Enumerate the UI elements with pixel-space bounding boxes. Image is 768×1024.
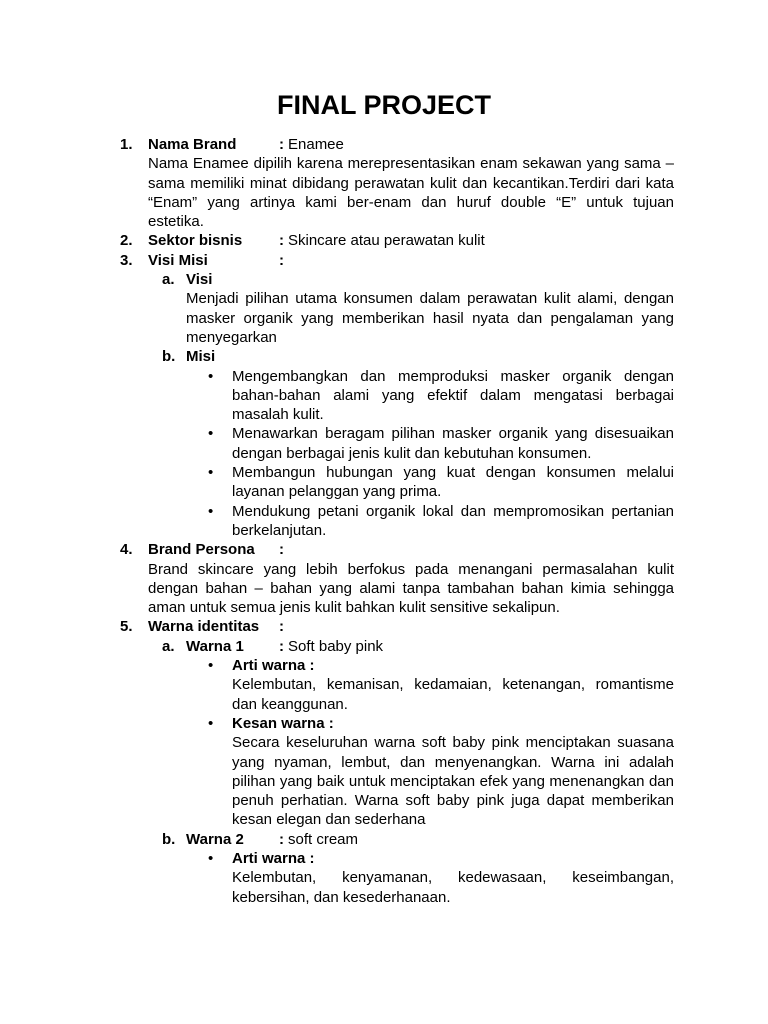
- list-item-5: [0, 617, 768, 636]
- list-item-4: [0, 540, 768, 559]
- misi-bullet-text: Mendukung petani organik lokal dan mempromosikan pertanian berkelanjutan.: [232, 502, 674, 539]
- bullet-text: Kelembutan, kemanisan, kedamaian, ketenangan, romantisme dan keanggunan.: [232, 676, 674, 713]
- sub-item-label: Visi: [186, 271, 213, 289]
- bullet-text: Kelembutan, kenyamanan, kedewasaan, keseimbangan, kebersihan, dan kesederhanaan.: [232, 869, 674, 906]
- item-colon: :: [279, 251, 284, 269]
- bullet-icon: •: [208, 714, 214, 732]
- bullet-icon: •: [208, 657, 214, 675]
- bullet-text: Secara keseluruhan warna soft baby pink menciptakan suasana yang nyaman, lembut, dan menyenangkan. Warna ini adalah pilihan yang baik untuk menciptakan efek yang menenangkan dan penuh perhatian. Warna soft baby pink juga dapat memberikan kesan elegan dan sederhana: [232, 734, 674, 829]
- sub-item-label: Warna 2: [186, 830, 244, 848]
- list-item-2: [0, 231, 768, 250]
- item-label: Visi Misi: [148, 251, 208, 269]
- sub-item-label: Warna 1: [186, 637, 244, 655]
- item-number: 2.: [120, 232, 133, 250]
- item-label: Warna identitas: [148, 618, 260, 636]
- sub-item-letter: b.: [162, 830, 176, 848]
- bullet-icon: •: [208, 367, 214, 385]
- misi-bullet-2: [0, 424, 768, 463]
- warna-2-arti: [0, 849, 768, 907]
- bullet-icon: •: [208, 425, 214, 443]
- sub-item-letter: b.: [162, 348, 176, 366]
- item-label: Nama Brand: [148, 136, 237, 153]
- sub-item-visi: [0, 270, 768, 289]
- misi-bullet-1: [0, 367, 768, 425]
- item-number: 1.: [120, 136, 133, 153]
- item-value: Enamee: [288, 136, 344, 153]
- sub-item-colon: :: [279, 830, 284, 848]
- bullet-icon: •: [208, 464, 214, 482]
- item-label: Sektor bisnis: [148, 232, 243, 250]
- item-colon: :: [279, 618, 284, 636]
- misi-bullet-4: [0, 502, 768, 541]
- item-colon: :: [279, 136, 284, 153]
- brand-persona-text: Brand skincare yang lebih berfokus pada menangani permasalahan kulit dengan bahan – bahan yang alami tanpa tambahan bahan kimia sehingga aman untuk semua jenis kulit bahkan kulit sensitive sekalipun.: [148, 560, 674, 617]
- page-title: FINAL PROJECT: [276, 90, 492, 120]
- sub-item-warna-2: [0, 830, 768, 849]
- visi-text: Menjadi pilihan utama konsumen dalam perawatan kulit alami, dengan masker organik yang memberikan hasil nyata dan pengalaman yang menyegarkan: [186, 290, 674, 346]
- bullet-icon: •: [208, 849, 214, 867]
- document-body: [0, 135, 768, 907]
- misi-bullet-text: Menawarkan beragam pilihan masker organik yang disesuaikan dengan berbagai jenis kulit dan kebutuhan konsumen.: [232, 425, 674, 462]
- sub-item-value: Soft baby pink: [288, 637, 384, 655]
- sub-item-colon: :: [279, 637, 284, 655]
- item-description: Nama Enamee dipilih karena merepresentasikan enam sekawan yang sama – sama memiliki minat dibidang perawatan kulit dan kecantikan.Terdiri dari kata “Enam” yang artinya kami ber-enam dan huruf double “E” untuk tujuan estetika.: [148, 155, 674, 231]
- warna-1-kesan: [0, 714, 768, 830]
- list-item-1: [0, 135, 768, 154]
- sub-item-misi: [0, 347, 768, 366]
- sub-item-letter: a.: [162, 271, 175, 289]
- misi-bullet-text: Membangun hubungan yang kuat dengan konsumen melalui layanan pelanggan yang prima.: [232, 464, 674, 501]
- sub-item-value: soft cream: [288, 830, 359, 848]
- list-item-3: [0, 251, 768, 270]
- bullet-heading: Arti warna :: [232, 849, 315, 867]
- warna-1-arti: [0, 656, 768, 714]
- item-number: 5.: [120, 618, 133, 636]
- sub-item-warna-1: [0, 637, 768, 656]
- misi-bullet-3: [0, 463, 768, 502]
- item-value: Skincare atau perawatan kulit: [288, 232, 485, 250]
- item-number: 3.: [120, 251, 133, 269]
- item-label: Brand Persona: [148, 541, 255, 559]
- item-number: 4.: [120, 541, 133, 559]
- item-colon: :: [279, 232, 284, 250]
- misi-bullet-text: Mengembangkan dan memproduksi masker organik dengan bahan-bahan alami yang efektif dalam mengatasi berbagai masalah kulit.: [232, 367, 674, 424]
- bullet-heading: Kesan warna :: [232, 714, 334, 732]
- sub-item-letter: a.: [162, 637, 175, 655]
- item-colon: :: [279, 541, 284, 559]
- bullet-icon: •: [208, 502, 214, 520]
- bullet-heading: Arti warna :: [232, 657, 315, 675]
- sub-item-label: Misi: [186, 348, 216, 366]
